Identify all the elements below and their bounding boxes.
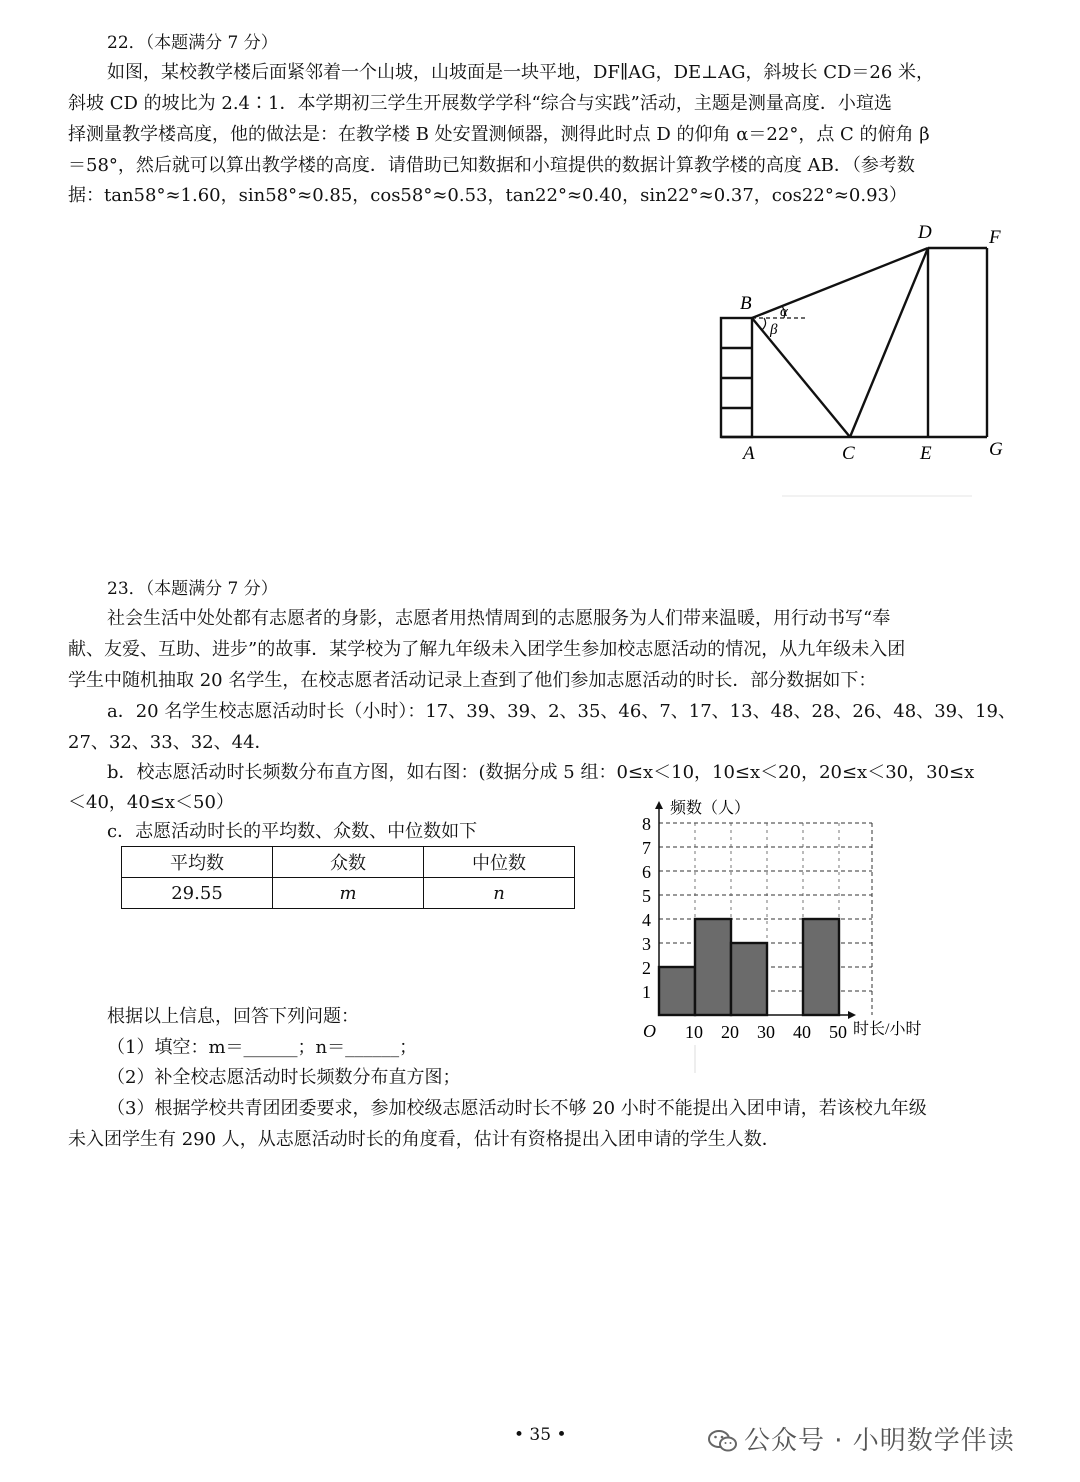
x-tick-label: 50: [829, 1022, 847, 1042]
label-G: G: [989, 439, 1003, 460]
y-tick-label: 1: [642, 982, 651, 1002]
q23-intro-2: 献、友爱、互助、进步”的故事．某学校为了解九年级未入团学生参加校志愿活动的情况，从九年级未入团: [68, 639, 906, 660]
table-cell-mode: m: [273, 878, 424, 909]
q23-item-c: c．志愿活动时长的平均数、众数、中位数如下: [107, 821, 478, 842]
table-header: 中位数: [424, 847, 575, 878]
label-F: F: [989, 227, 1001, 248]
label-A: A: [743, 443, 755, 464]
x-tick-label: 10: [685, 1022, 703, 1042]
y-tick-label: 2: [642, 958, 651, 978]
label-beta: β: [770, 322, 778, 338]
q23-item-a-2: 27、32、33、32、44．: [68, 732, 273, 753]
origin-label: O: [643, 1021, 656, 1041]
q22-title: 22．（本题满分 7 分）: [107, 33, 278, 53]
y-tick-label: 5: [642, 886, 651, 906]
x-tick-label: 40: [793, 1022, 811, 1042]
histogram-bar: [803, 919, 839, 1015]
q23-intro-1: 社会生活中处处都有志愿者的身影，志愿者用热情周到的志愿服务为人们带来温暖，用行动书写“奉: [107, 608, 891, 629]
q22-line-1: 如图，某校教学楼后面紧邻着一个山坡，山坡面是一块平地，DF∥AG，DE⊥AG，斜坡长 CD＝26 米，: [107, 62, 935, 83]
y-tick-label: 4: [642, 910, 651, 930]
x-tick-label: 20: [721, 1022, 739, 1042]
y-tick-label: 6: [642, 862, 651, 882]
label-alpha: α: [780, 304, 788, 320]
q23-question-lead: 根据以上信息，回答下列问题：: [107, 1006, 359, 1027]
q22-line-5: 据：tan58°≈1.60，sin58°≈0.85，cos58°≈0.53，tan22°≈0.40，sin22°≈0.37，cos22°≈0.93）: [68, 185, 907, 206]
y-tick-label: 8: [642, 814, 651, 834]
table-header: 平均数: [122, 847, 273, 878]
q23-question-1: （1）填空：m＝______；n＝______；: [107, 1037, 418, 1058]
q22-line-3: 择测量教学楼高度，他的做法是：在教学楼 B 处安置测倾器，测得此时点 D 的仰角 α＝22°，点 C 的俯角 β: [68, 124, 930, 145]
label-D: D: [918, 222, 932, 243]
q23-item-a-1: a．20 名学生校志愿活动时长（小时）：17、39、39、2、35、46、7、17、13、48、28、26、48、39、19、: [107, 701, 1017, 722]
q23-intro-3: 学生中随机抽取 20 名学生，在校志愿者活动记录上查到了他们参加志愿活动的时长．部分数据如下：: [68, 670, 877, 691]
q23-question-3-b: 未入团学生有 290 人，从志愿活动时长的角度看，估计有资格提出入团申请的学生人数．: [68, 1129, 780, 1150]
y-axis-label: 频数（人）: [670, 800, 751, 817]
table-header: 众数: [273, 847, 424, 878]
histogram-bar: [659, 967, 695, 1015]
histogram-bar: [731, 943, 767, 1015]
q23-question-2: （2）补全校志愿活动时长频数分布直方图；: [107, 1067, 461, 1088]
x-axis-arrow: [848, 1011, 856, 1019]
x-tick-label: 30: [757, 1022, 775, 1042]
q23-item-b-2: ＜40，40≤x＜50）: [68, 792, 234, 813]
page-number: • 35 •: [514, 1425, 567, 1445]
q23-title: 23．（本题满分 7 分）: [107, 579, 278, 599]
table-cell-median: n: [424, 878, 575, 909]
q22-line-4: ＝58°，然后就可以算出教学楼的高度．请借助已知数据和小瑄提供的数据计算教学楼的高度 AB．（参考数: [68, 155, 915, 176]
q22-line-2: 斜坡 CD 的坡比为 2.4∶1．本学期初三学生开展数学学科“综合与实践”活动，主题是测量高度．小瑄选: [68, 93, 892, 114]
y-tick-label: 7: [642, 838, 651, 858]
table-cell-mean: 29.55: [122, 878, 273, 909]
label-C: C: [842, 443, 855, 464]
histogram-bar: [695, 919, 731, 1015]
y-tick-label: 3: [642, 934, 651, 954]
q23-item-b-1: b．校志愿活动时长频数分布直方图，如右图：(数据分成 5 组：0≤x＜10，10≤x＜20，20≤x＜30，30≤x: [107, 762, 975, 783]
y-axis-arrow: [655, 801, 663, 809]
label-B: B: [740, 293, 752, 314]
x-axis-label: 时长/小时: [853, 1021, 922, 1038]
wechat-icon: [708, 1429, 738, 1453]
q23-question-3-a: （3）根据学校共青团团委要求，参加校级志愿活动时长不够 20 小时不能提出入团申请，若该校九年级: [107, 1098, 927, 1119]
footer-brand-text: 公众号 · 小明数学伴读: [744, 1426, 1015, 1456]
footer-brand: [708, 1420, 1015, 1457]
label-E: E: [920, 443, 932, 464]
